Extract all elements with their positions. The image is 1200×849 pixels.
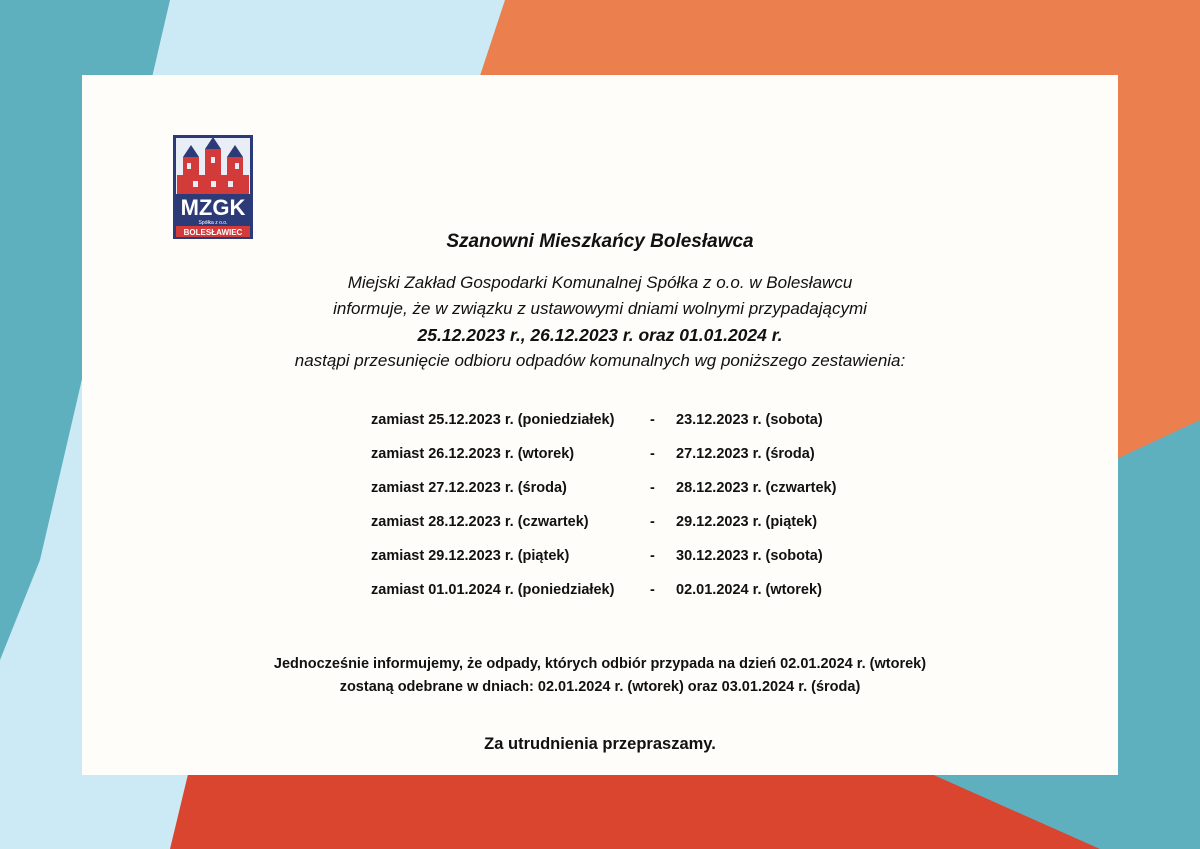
dash-separator: - (650, 514, 655, 530)
additional-notice (82, 653, 1118, 699)
new-date: 29.12.2023 r. (piątek) (676, 514, 818, 530)
intro-line-4: nastąpi przesunięcie odbioru odpadów komunalnych wg poniższego zestawienia: (294, 351, 906, 370)
dash-separator: - (650, 548, 655, 564)
new-date: 28.12.2023 r. (czwartek) (676, 480, 837, 496)
original-date: zamiast 28.12.2023 r. (czwartek) (371, 514, 589, 530)
dash-separator: - (650, 480, 655, 496)
mzgk-logo (173, 135, 253, 239)
dash-separator: - (650, 446, 655, 462)
new-date: 27.12.2023 r. (środa) (676, 446, 815, 462)
dash-separator: - (650, 412, 655, 428)
intro (82, 270, 1118, 374)
original-date: zamiast 25.12.2023 r. (poniedziałek) (371, 412, 615, 428)
logo-subtext: Spółka z o.o. (198, 220, 228, 226)
original-date: zamiast 29.12.2023 r. (piątek) (371, 548, 570, 564)
original-date: zamiast 01.01.2024 r. (poniedziałek) (371, 582, 615, 598)
announcement-card (82, 75, 1118, 775)
logo-city: BOLESŁAWIEC (183, 228, 243, 237)
closing-apology: Za utrudnienia przepraszamy. (484, 735, 716, 753)
original-date: zamiast 26.12.2023 r. (wtorek) (371, 446, 575, 462)
holiday-dates: 25.12.2023 r., 26.12.2023 r. oraz 01.01.2024 r. (417, 325, 783, 345)
intro-line-1: Miejski Zakład Gospodarki Komunalnej Spółka z o.o. w Bolesławcu (347, 273, 853, 292)
heading: Szanowni Mieszkańcy Bolesławca (446, 231, 754, 252)
logo-text: MZGK (180, 195, 246, 220)
new-date: 23.12.2023 r. (sobota) (676, 412, 823, 428)
notice-line-2: zostaną odebrane w dniach: 02.01.2024 r. (wtorek) oraz 03.01.2024 r. (środa) (339, 679, 861, 695)
original-date: zamiast 27.12.2023 r. (środa) (371, 480, 567, 496)
intro-line-2: informuje, że w związku z ustawowymi dniami wolnymi przypadającymi (333, 299, 867, 318)
dash-separator: - (650, 582, 655, 598)
new-date: 30.12.2023 r. (sobota) (676, 548, 823, 564)
notice-line-1: Jednocześnie informujemy, że odpady, których odbiór przypada na dzień 02.01.2024 r. (wtorek) (273, 656, 927, 672)
new-date: 02.01.2024 r. (wtorek) (676, 582, 822, 598)
